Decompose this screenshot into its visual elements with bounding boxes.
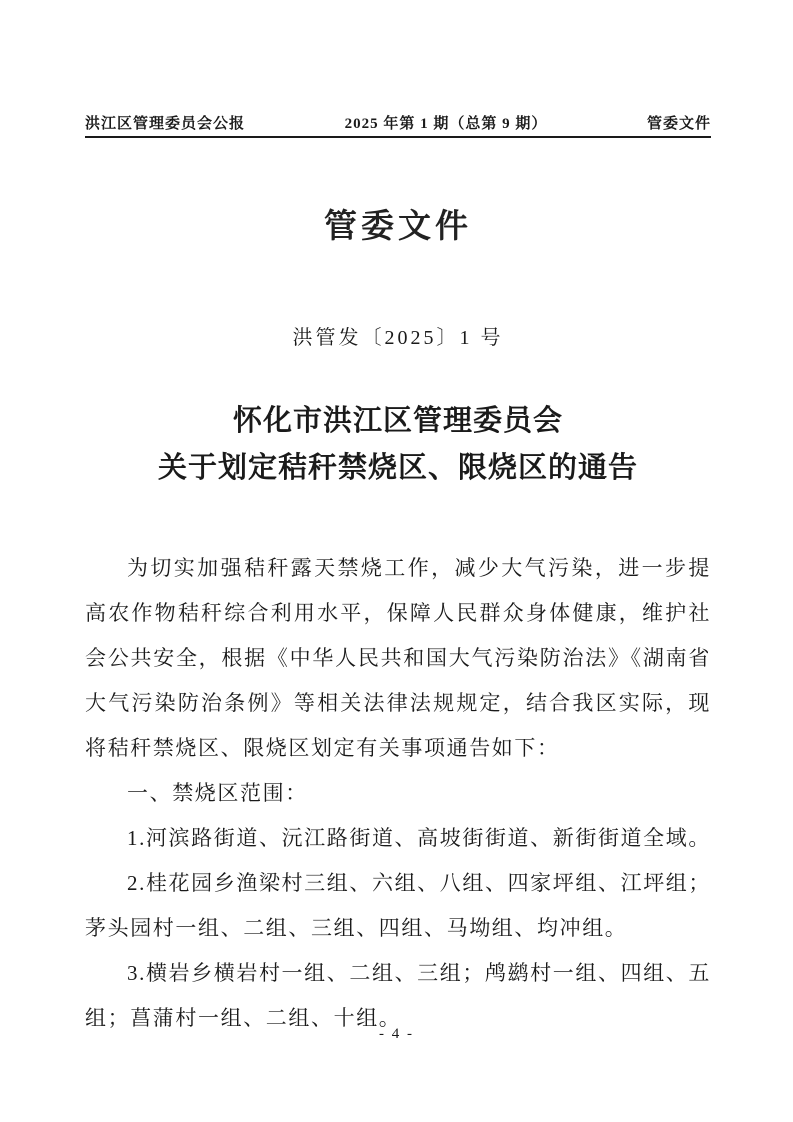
document-title-line1: 怀化市洪江区管理委员会	[232, 405, 563, 437]
paragraph-section-one-heading: 一、禁烧区范围：	[127, 781, 308, 805]
header-issue-info: 2025 年第 1 期（总第 9 期）	[344, 116, 548, 132]
page-number: - 4 -	[379, 1026, 414, 1042]
document-number: 洪管发〔2025〕1 号	[292, 327, 504, 349]
paragraph-item-2: 2.桂花园乡渔梁村三组、六组、八组、四家坪组、江坪组；茅头园村一组、二组、三组、四组、马坳组、均冲组。	[85, 871, 711, 940]
header-publication-name: 洪江区管理委员会公报	[85, 116, 246, 132]
header-section-name: 管委文件	[646, 116, 711, 132]
paragraph-intro: 为切实加强秸秆露天禁烧工作，减少大气污染，进一步提高农作物秸秆综合利用水平，保障人民群众身体健康，维护社会公共安全，根据《中华人民共和国大气污染防治法》《湖南省大气污染防治条例》等相关法律法规规定，结合我区实际，现将秸秆禁烧区、限烧区划定有关事项通告如下：	[85, 556, 711, 760]
section-heading: 管委文件	[324, 207, 472, 244]
document-title	[85, 398, 711, 492]
page-content	[85, 0, 711, 1041]
page-footer	[0, 1026, 793, 1043]
page-header	[85, 112, 711, 138]
document-title-line2: 关于划定秸秆禁烧区、限烧区的通告	[157, 452, 638, 484]
paragraph-item-3: 3.横岩乡横岩村一组、二组、三组；鸬鹚村一组、四组、五组；菖蒲村一组、二组、十组。	[85, 961, 711, 1030]
paragraph-item-1: 1.河滨路街道、沅江路街道、高坡街街道、新街街道全域。	[127, 826, 711, 850]
document-body	[85, 546, 711, 1041]
